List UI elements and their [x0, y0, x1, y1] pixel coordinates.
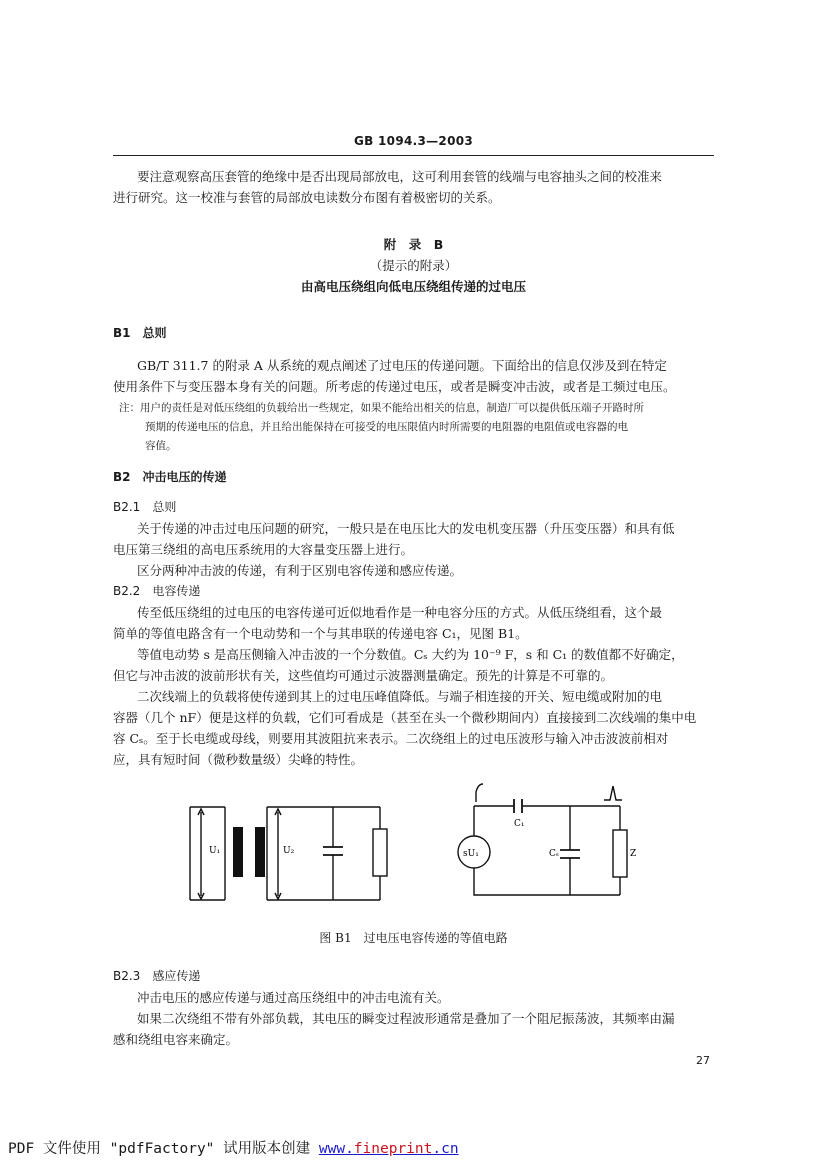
section-b21-label: B2.1 总则 [113, 500, 177, 514]
b1-para-line-2: 使用条件下与变压器本身有关的问题。所考虑的传递过电压，或者是瞬变冲击波，或者是工频过电压。 [113, 379, 676, 394]
load-resistor [373, 829, 387, 876]
b1-note-line-1: 注：用户的责任是对低压绕组的负载给出一些规定，如果不能给出相关的信息，制造厂可以提供低压端子开路时所 [119, 402, 644, 414]
b21-line-2: 电压第三绕组的高电压系统用的大容量变压器上进行。 [113, 542, 414, 557]
intro-line-1: 要注意观察高压套管的绝缘中是否出现局部放电，这可利用套管的线端与电容抽头之间的校准来 [137, 169, 663, 184]
section-b23-label: B2.3 感应传递 [113, 969, 201, 983]
b22-p2-line-1: 等值电动势 s 是高压侧输入冲击波的一个分数值。Cₛ 大约为 10⁻⁹ F，s 和 C₁ 的数值都不好确定， [137, 647, 684, 662]
c1-capacitor-plates [514, 799, 522, 813]
b1-note-line-2: 预期的传递电压的信息，并且给出能保持在可接受的电压限值内时所需要的电阻器的电阻值或电容器的电 [145, 421, 628, 433]
appendix-title: 附 录 B [383, 237, 444, 252]
b22-p3-line-1: 二次线端上的负载将使传递到其上的过电压峰值降低。与端子相连接的开关、短电缆或附加的电 [137, 689, 663, 704]
b23-line-3: 感和绕组电容来确定。 [113, 1032, 239, 1047]
secondary-winding-core [255, 827, 265, 877]
footer-link-accent: fineprint [353, 1141, 433, 1157]
b22-p3-line-3: 容 Cₛ。至于长电缆或母线，则要用其波阻抗来表示。二次绕组上的过电压波形与输入冲击波波前相对 [113, 731, 669, 746]
u1-arrow [198, 809, 204, 899]
label-su1: sU₁ [463, 849, 479, 859]
label-cs: Cₛ [549, 849, 559, 859]
label-z: Z [630, 849, 637, 859]
footer-link-suffix: .cn [432, 1141, 459, 1157]
appendix-heading: 由高电压绕组向低电压绕组传递的过电压 [300, 279, 526, 294]
figure-caption: 图 B1 过电压电容传递的等值电路 [319, 931, 508, 945]
b1-para-line-1: GB/T 311.7 的附录 A 从系统的观点阐述了过电压的传递问题。下面给出的信息仅涉及到在特定 [137, 358, 667, 373]
section-b22-label: B2.2 电容传递 [113, 584, 201, 598]
section-b1-label: B1 总则 [113, 326, 167, 340]
primary-winding-core [233, 827, 243, 877]
b21-line-1: 关于传递的冲击过电压问题的研究，一般只是在电压比大的发电机变压器（升压变压器）和具有低 [137, 521, 675, 536]
footer-text: PDF 文件使用 "pdfFactory" 试用版本创建 [8, 1141, 319, 1157]
intro-line-2: 进行研究。这一校准与套管的局部放电读数分布图有着极密切的关系。 [113, 190, 501, 205]
u2-arrow [275, 809, 281, 899]
b22-p2-line-2: 但它与冲击波的波前形状有关，这些值均可通过示波器测量确定。预先的计算是不可靠的。 [113, 668, 614, 683]
b22-p3-line-4: 应，具有短时间（微秒数量级）尖峰的特性。 [113, 752, 364, 767]
figure-b1-circuit [170, 780, 660, 920]
output-spike-wave [604, 786, 622, 800]
header-rule [113, 155, 714, 156]
label-u1: U₁ [209, 846, 221, 856]
z-resistor [613, 830, 627, 877]
input-step-wave [476, 784, 483, 802]
standard-code-header: GB 1094.3—2003 [353, 134, 474, 148]
footer-link[interactable] [319, 1141, 459, 1157]
b23-line-1: 冲击电压的感应传递与通过高压绕组中的冲击电流有关。 [137, 990, 450, 1005]
cs-capacitor-plates [323, 847, 343, 855]
cs2-capacitor-plates [560, 850, 580, 858]
b22-p1-line-2: 简单的等值电路含有一个电动势和一个与其串联的传递电容 C₁，见图 B1。 [113, 626, 528, 641]
b1-note-line-3: 容值。 [145, 440, 177, 452]
page-number: 27 [696, 1054, 710, 1067]
top-left-wire [474, 806, 620, 895]
appendix-subtitle: （提示的附录） [369, 258, 458, 273]
label-c1: C₁ [514, 819, 525, 829]
footer-link-prefix: www. [318, 1141, 354, 1157]
pdf-footer [8, 1137, 459, 1158]
b23-line-2: 如果二次绕组不带有外部负载，其电压的瞬变过程波形通常是叠加了一个阻尼振荡波，其频率由漏 [137, 1011, 675, 1026]
section-b2-label: B2 冲击电压的传递 [113, 470, 227, 484]
label-u2: U₂ [283, 846, 295, 856]
b21-line-3: 区分两种冲击波的传递，有利于区别电容传递和感应传递。 [137, 563, 463, 578]
right-circuit [458, 784, 627, 895]
b22-p1-line-1: 传至低压绕组的过电压的电容传递可近似地看作是一种电容分压的方式。从低压绕组看，这个最 [137, 605, 663, 620]
b22-p3-line-2: 容器（几个 nF）便是这样的负载，它们可看成是（甚至在头一个微秒期间内）直接接到二次线端的集中电 [113, 710, 697, 725]
